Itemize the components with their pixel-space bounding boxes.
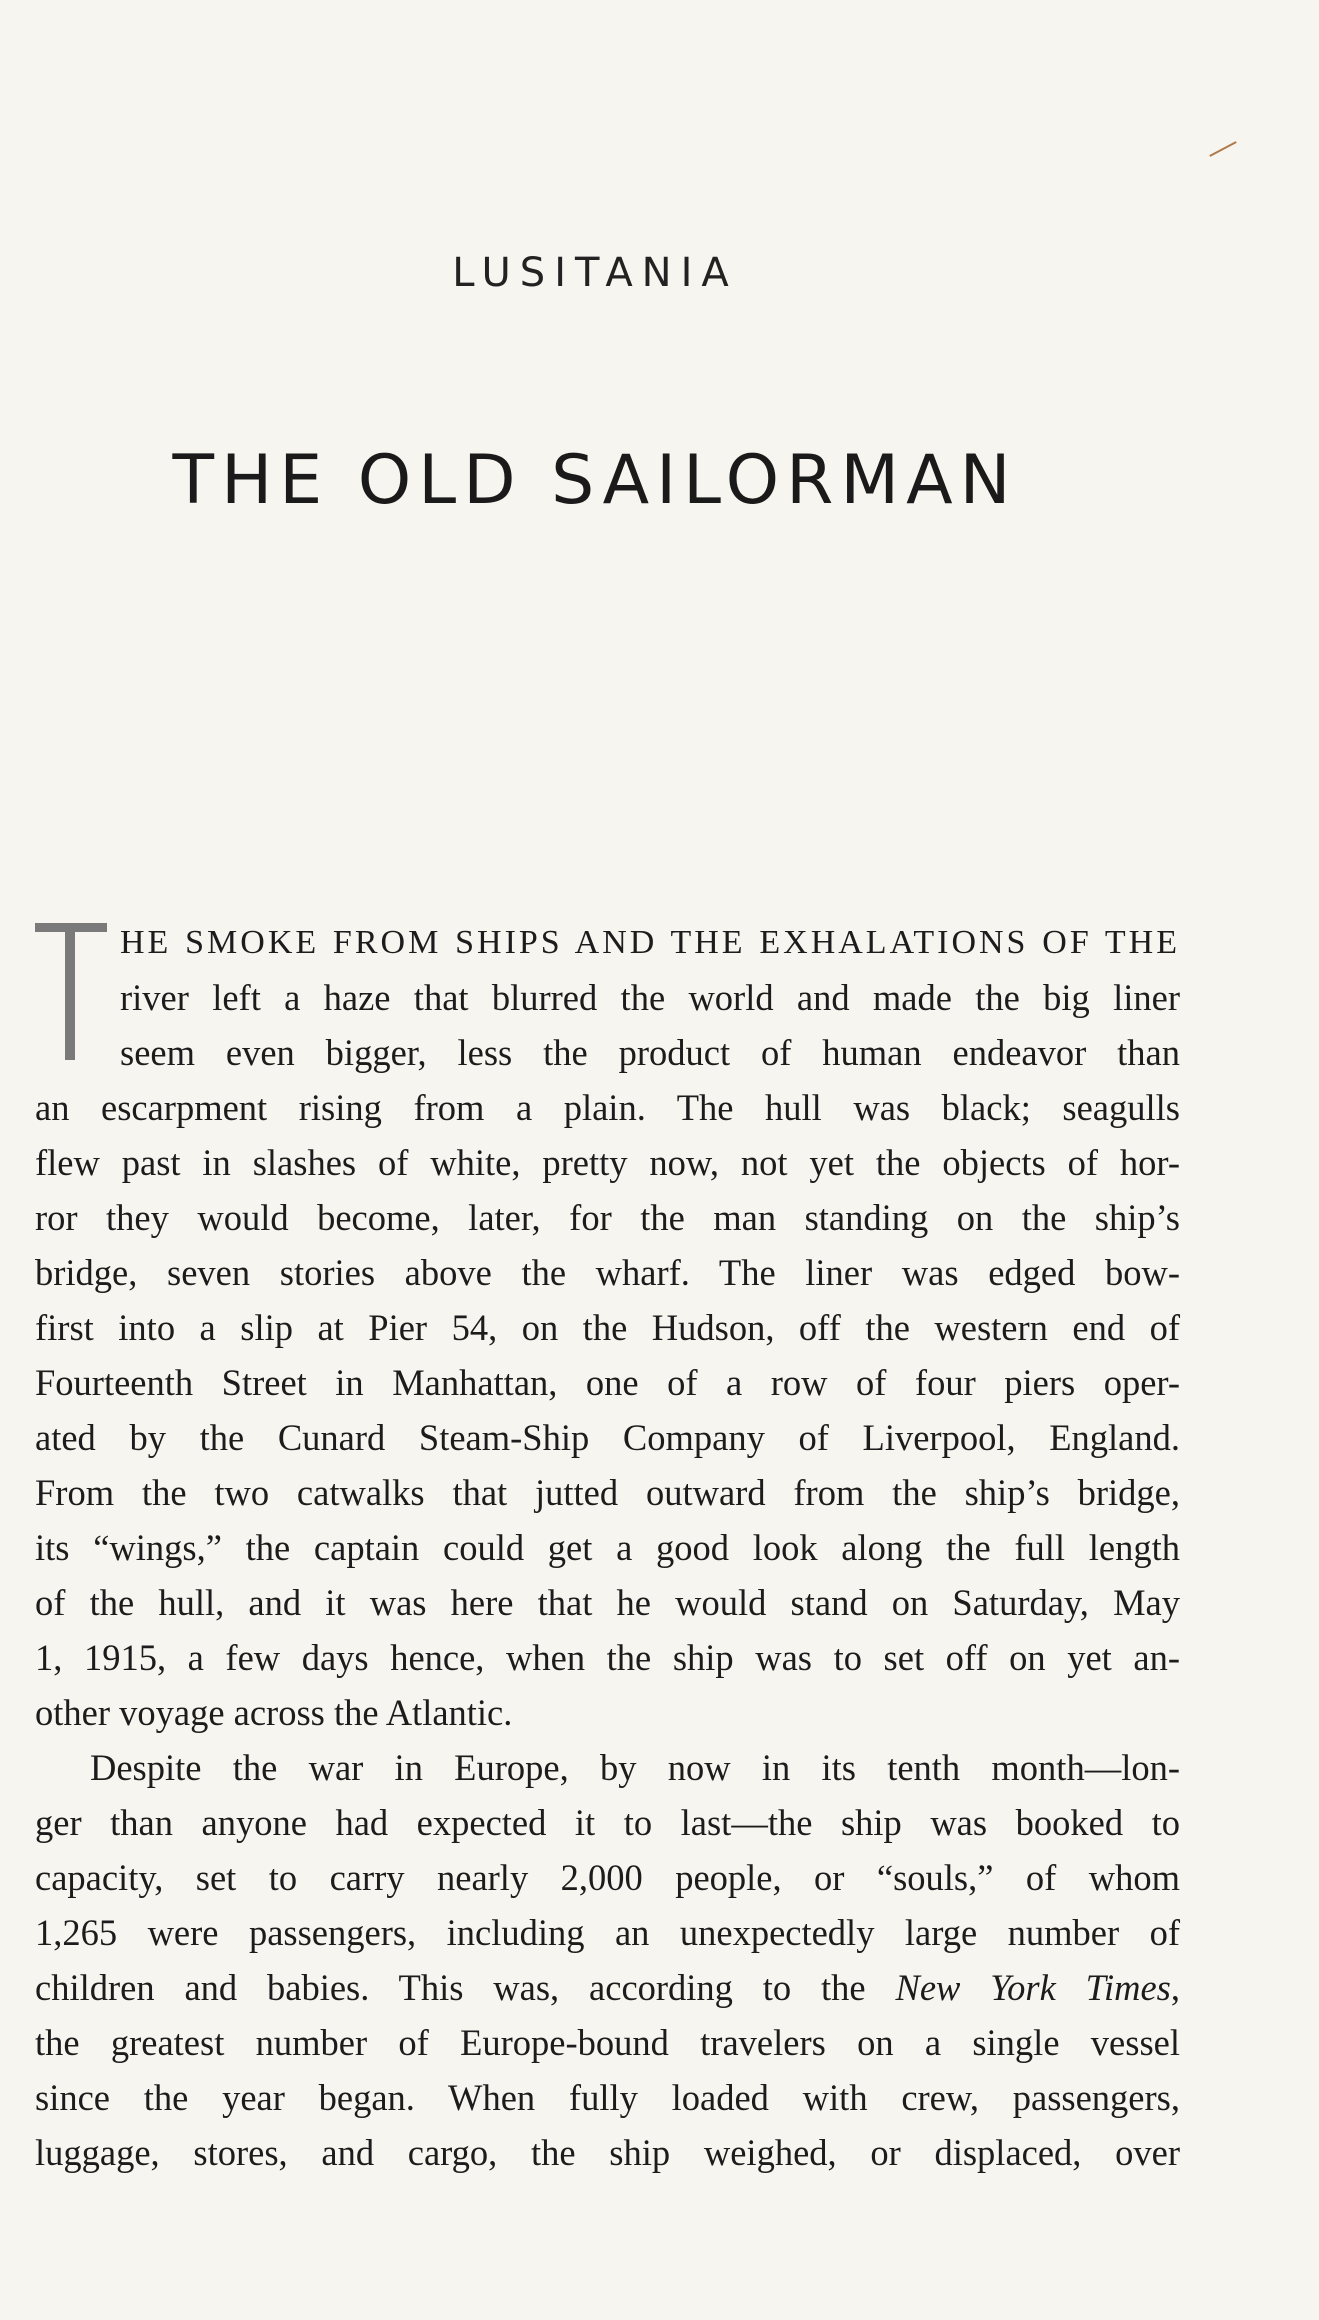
text-line: other voyage across the Atlantic. [35,1692,513,1733]
text-line: its “wings,” the captain could get a good look along the full length [35,1527,1180,1568]
pen-mark [1209,141,1236,157]
text-line: seem even bigger, less the product of human endeavor than [120,1032,1180,1073]
text-line: bridge, seven stories above the wharf. The liner was edged bow- [35,1252,1180,1293]
text-line: ger than anyone had expected it to last—the ship was booked to [35,1802,1180,1843]
text-line: 1, 1915, a few days hence, when the ship was to set off on yet an- [35,1637,1180,1678]
text-line: river left a haze that blurred the world and made the big liner [120,977,1180,1018]
text-line: Fourteenth Street in Manhattan, one of a row of four piers oper- [35,1362,1180,1403]
text-line: of the hull, and it was here that he would stand on Saturday, May [35,1582,1180,1623]
text-line: flew past in slashes of white, pretty now, not yet the objects of hor- [35,1142,1180,1183]
text-line: HE SMOKE FROM SHIPS AND THE EXHALATIONS OF THE [120,924,1180,961]
text-segment: children and babies. This was, according to the [35,1967,866,2008]
chapter-title: THE OLD SAILORMAN [172,440,1018,520]
italic-title: New York Times [895,1967,1171,2008]
text-line: an escarpment rising from a plain. The hull was black; seagulls [35,1087,1180,1128]
part-title: LUSITANIA [452,250,738,296]
text-line: From the two catwalks that jutted outward from the ship’s bridge, [35,1472,1180,1513]
text-line: 1,265 were passengers, including an unexpectedly large number of [35,1912,1180,1953]
text-line: capacity, set to carry nearly 2,000 people, or “souls,” of whom [35,1857,1180,1898]
text-line: ror they would become, later, for the man standing on the ship’s [35,1197,1180,1238]
text-line: first into a slip at Pier 54, on the Hudson, off the western end of [35,1307,1180,1348]
text-line: Despite the war in Europe, by now in its tenth month—lon- [90,1747,1180,1788]
text-line: ated by the Cunard Steam-Ship Company of Liverpool, England. [35,1417,1180,1458]
text-line: since the year began. When fully loaded with crew, passengers, [35,2077,1180,2118]
text-segment: , [1170,1967,1180,2008]
text-line-with-italic [35,1960,1180,2015]
text-line: luggage, stores, and cargo, the ship weighed, or displaced, over [35,2132,1180,2173]
chapter-body [35,915,1180,2180]
text-line: the greatest number of Europe-bound travelers on a single vessel [35,2022,1180,2063]
